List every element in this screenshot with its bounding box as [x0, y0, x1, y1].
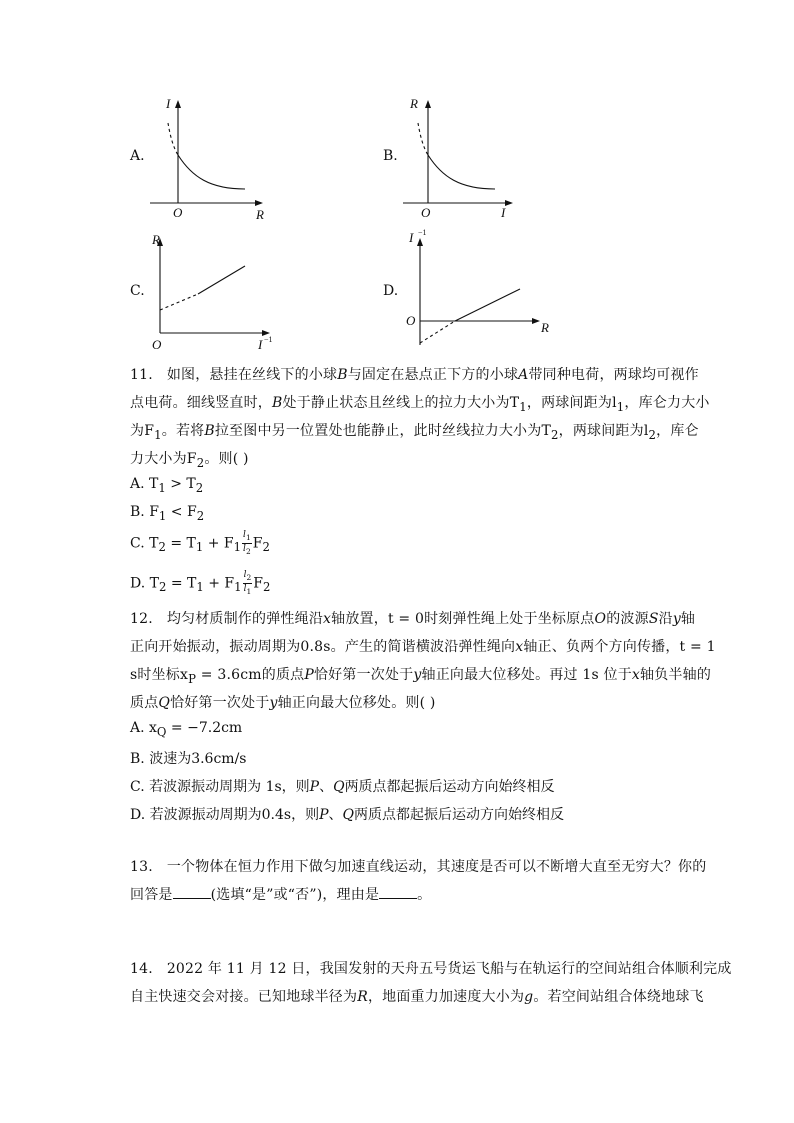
graph-d-line	[455, 289, 520, 321]
q11-text-3c: 拉至图中另一位置处也能静止，此时丝线拉力大小为T	[214, 423, 551, 439]
q12-v1s: S	[648, 611, 659, 627]
q11-opt-c-fraction	[242, 530, 252, 557]
graph-a-y-arrow	[175, 100, 181, 108]
q11-text-2b: 处于静止状态且丝线上的拉力大小为T	[282, 395, 520, 411]
q11-var-b: B	[337, 367, 348, 383]
q11-number: 11.	[130, 367, 153, 383]
q11-opt-d-den-sub: 1	[246, 586, 252, 596]
q12-ob-1: B. 波速为3.6cm/s	[130, 751, 247, 767]
q11-stem-line-3	[130, 420, 699, 442]
graph-d-dashed-line	[420, 321, 455, 343]
q11-stem-line-1	[130, 364, 699, 384]
q11-opt-a-2: > T	[165, 476, 196, 492]
q12-option-a[interactable]	[130, 720, 242, 739]
graph-a-x-arrow	[255, 200, 263, 206]
graph-d-x-arrow	[532, 318, 540, 324]
q11-opt-a-1: A. T	[130, 476, 159, 492]
q12-option-b[interactable]	[130, 748, 246, 768]
q12-t1e: 轴	[680, 611, 696, 627]
q13-answer-blank-2[interactable]	[379, 886, 417, 899]
q11-opt-d-1: D. T	[130, 575, 159, 592]
graph-a-origin: O	[173, 205, 183, 220]
q11-option-c[interactable]	[130, 530, 270, 557]
q12-option-d[interactable]	[130, 804, 564, 824]
q11-option-b[interactable]	[130, 504, 204, 523]
q12-v4y: y	[269, 695, 278, 711]
q11-opt-c-3: + F	[203, 535, 234, 552]
q14-stem-line-1	[130, 958, 732, 978]
q14-t2b: ，地面重力加速度大小为	[367, 989, 525, 1005]
graph-c	[150, 228, 280, 357]
q14-t2a: 自主快速交会对接。已知地球半径为	[130, 989, 358, 1005]
q12-v4q: Q	[158, 695, 171, 711]
q11-opt-d-s2: 2	[158, 580, 167, 595]
q13-t2b: (选填“是”或“否”)，理由是	[210, 887, 380, 903]
graph-b-curve	[428, 155, 495, 189]
q14-t1: 2022 年 11 月 12 日，我国发射的天舟五号货运飞船与在轨运行的空间站组合体顺利完成	[166, 961, 732, 977]
q11-opt-b-s2: 2	[196, 508, 205, 523]
q14-t2c: 。若空间站组合体绕地球飞	[533, 989, 704, 1005]
q11-text-2a: 点电荷。细线竖直时，	[130, 395, 272, 411]
graph-d	[400, 225, 560, 354]
q13-stem-line-1	[130, 856, 707, 876]
q11-text-3b: 。若将	[161, 423, 205, 439]
q11-sub-f1: 1	[154, 427, 162, 442]
graph-b-x-label: I	[501, 205, 506, 220]
q11-sub-l1: 1	[616, 399, 625, 414]
q13-t2c: 。	[417, 887, 432, 903]
q11-opt-c-4: F	[252, 535, 263, 552]
graph-c-y-label: R	[152, 232, 160, 247]
q12-oa-1: A. x	[130, 720, 157, 736]
q12-stem-line-3	[130, 664, 712, 686]
graph-d-origin: O	[406, 313, 416, 328]
graph-b-y-arrow	[425, 100, 431, 108]
graph-b-dashed-curve	[418, 123, 428, 155]
q11-opt-c-s1: 1	[195, 540, 204, 555]
q11-text-3a: 为F	[130, 423, 155, 439]
q11-var-a: A	[518, 367, 529, 383]
graph-c-dashed-line	[160, 294, 198, 310]
q12-stem-line-1	[130, 608, 695, 628]
q11-opt-a-s1: 1	[158, 480, 166, 495]
q11-opt-b-1: B. F	[130, 504, 159, 520]
q11-opt-d-2: = T	[166, 575, 197, 592]
q12-t1c: 的波源	[606, 611, 649, 627]
q13-number: 13.	[130, 859, 153, 875]
graph-d-y-sup: −1	[418, 228, 427, 237]
option-letter-b: B.	[383, 148, 398, 164]
q11-opt-d-num: l	[243, 570, 247, 580]
q12-od-p: P	[319, 807, 329, 823]
q11-opt-c-s2: 2	[158, 540, 166, 555]
q11-opt-c-num-sub: 1	[245, 532, 251, 542]
q12-v1y: y	[672, 611, 681, 627]
q14-v-g: g	[524, 989, 534, 1005]
q11-opt-d-3: + F	[203, 575, 235, 592]
q11-opt-c-s3: 1	[233, 540, 242, 555]
graph-a-curve	[178, 155, 245, 189]
q14-v-r: R	[357, 989, 368, 1005]
q13-t2a: 回答是	[130, 887, 173, 903]
q12-oc-q: Q	[333, 779, 345, 795]
q11-stem-line-4	[130, 448, 695, 470]
q12-t4c: 轴正向最大位移处。则( )	[277, 695, 436, 711]
q12-t3e: 轴负半轴的	[640, 667, 712, 683]
q11-var-b-2: B	[272, 395, 283, 411]
graph-a	[150, 95, 270, 224]
q11-opt-c-1: C. T	[130, 535, 159, 552]
q14-number: 14.	[130, 961, 153, 977]
q12-t1d: 沿	[658, 611, 673, 627]
q11-option-a[interactable]	[130, 476, 203, 495]
q12-v3x: x	[631, 667, 641, 683]
q11-opt-d-4: F	[253, 575, 263, 592]
q12-oa-sub: Q	[156, 724, 167, 739]
q11-text-3d: ，两球间距为l	[558, 423, 649, 439]
q11-opt-b-s1: 1	[158, 508, 167, 523]
q12-number: 12.	[130, 611, 153, 627]
option-letter-a: A.	[130, 148, 145, 164]
q12-v3y: y	[413, 667, 422, 683]
q11-opt-d-s3: 1	[234, 580, 242, 595]
q12-t1a: 均匀材质制作的弹性绳沿	[166, 611, 324, 627]
q11-opt-b-2: < F	[166, 504, 197, 520]
graph-d-y-label: I	[409, 230, 414, 245]
q13-answer-blank-1[interactable]	[173, 886, 211, 899]
graph-b-x-arrow	[505, 200, 513, 206]
graph-a-dashed-curve	[168, 123, 178, 155]
q12-v1o: O	[594, 611, 607, 627]
q11-text-2d: ，库仑力大小	[624, 395, 710, 411]
q12-v3p: P	[304, 667, 314, 683]
q11-text-3e: ，库仑	[656, 423, 699, 439]
q11-sub-f2: 2	[196, 455, 205, 470]
q11-text-4b: 。则( )	[204, 451, 249, 467]
q11-text-4a: 力大小为F	[130, 451, 197, 467]
q12-od-2: 、	[328, 807, 343, 823]
graph-a-x-label: R	[256, 207, 264, 220]
q11-opt-d-num-sub: 2	[246, 572, 252, 582]
q12-t2b: 轴正、负两个方向传播，t = 1	[523, 639, 716, 655]
q11-text-1b: 与固定在悬点正下方的小球	[347, 367, 519, 383]
q12-option-c[interactable]	[130, 776, 555, 796]
q12-od-q: Q	[342, 807, 354, 823]
q12-stem-line-4	[130, 692, 695, 712]
q12-t3c: 恰好第一次处于	[313, 667, 414, 683]
q11-opt-c-den-sub: 2	[245, 546, 251, 556]
q11-option-d[interactable]	[130, 570, 270, 597]
graph-d-y-arrow	[417, 238, 423, 246]
q11-opt-d-fraction	[243, 570, 253, 597]
q12-v1x: x	[323, 611, 332, 627]
q12-t3b: = 3.6cm的质点	[196, 667, 305, 683]
q11-sub-t2: 2	[551, 427, 559, 442]
q12-stem-line-2	[130, 636, 716, 656]
q11-opt-c-num: l	[243, 530, 246, 540]
q11-var-b-3: B	[204, 423, 215, 439]
graph-c-line	[198, 266, 245, 294]
graph-b-origin: O	[421, 205, 431, 220]
q12-oc-2: 、	[319, 779, 334, 795]
graph-c-x-label: I	[258, 337, 263, 352]
q12-v2x: x	[515, 639, 524, 655]
q11-opt-d-s1: 1	[196, 580, 204, 595]
q11-sub-l2: 2	[648, 427, 657, 442]
q12-t4b: 恰好第一次处于	[170, 695, 270, 711]
q11-text-1a: 如图，悬挂在丝线下的小球	[166, 367, 338, 383]
q12-oc-3: 两质点都起振后运动方向始终相反	[344, 779, 555, 795]
option-letter-d: D.	[383, 283, 399, 299]
q12-od-3: 两质点都起振后运动方向始终相反	[353, 807, 564, 823]
q11-opt-c-den: l	[243, 543, 246, 554]
graph-c-origin: O	[152, 337, 162, 352]
q11-stem-line-2	[130, 392, 710, 414]
q12-t1b: 轴放置，t = 0时刻弹性绳上处于坐标原点	[331, 611, 595, 627]
graph-b	[400, 95, 520, 224]
q12-t4a: 质点	[130, 695, 159, 711]
q12-oa-2: = −7.2cm	[166, 720, 243, 736]
q11-text-1c: 带同种电荷，两球均可视作	[528, 367, 699, 383]
q12-s3p: P	[188, 671, 197, 686]
graph-d-x-label: R	[541, 320, 549, 335]
q12-oc-1: C. 若波源振动周期为 1s，则	[130, 779, 310, 795]
q13-stem-line-2	[130, 884, 695, 904]
q11-text-2c: ，两球间距为l	[526, 395, 617, 411]
q11-opt-c-s4: 2	[262, 540, 270, 555]
q12-oc-p: P	[309, 779, 320, 795]
q11-opt-d-s4: 2	[262, 580, 271, 595]
option-letter-c: C.	[130, 283, 145, 299]
q11-opt-d-den: l	[243, 583, 247, 594]
q11-opt-c-2: = T	[165, 535, 196, 552]
graph-a-y-label: I	[166, 96, 171, 111]
q12-od-1: D. 若波源振动周期为0.4s，则	[130, 807, 320, 823]
q12-t3d: 轴正向最大位移处。再过 1s 位于	[421, 667, 632, 683]
q11-opt-a-s2: 2	[195, 480, 204, 495]
q13-t1: 一个物体在恒力作用下做匀加速直线运动，其速度是否可以不断增大直至无穷大？你的	[166, 859, 707, 875]
q14-stem-line-2	[130, 986, 704, 1006]
graph-c-x-sup: −1	[264, 335, 273, 344]
q11-sub-t1: 1	[519, 399, 527, 414]
q12-t3a: s时坐标x	[130, 667, 189, 683]
q12-t2a: 正向开始振动，振动周期为0.8s。产生的简谐横波沿弹性绳向	[130, 639, 516, 655]
graph-b-y-label: R	[410, 96, 418, 111]
